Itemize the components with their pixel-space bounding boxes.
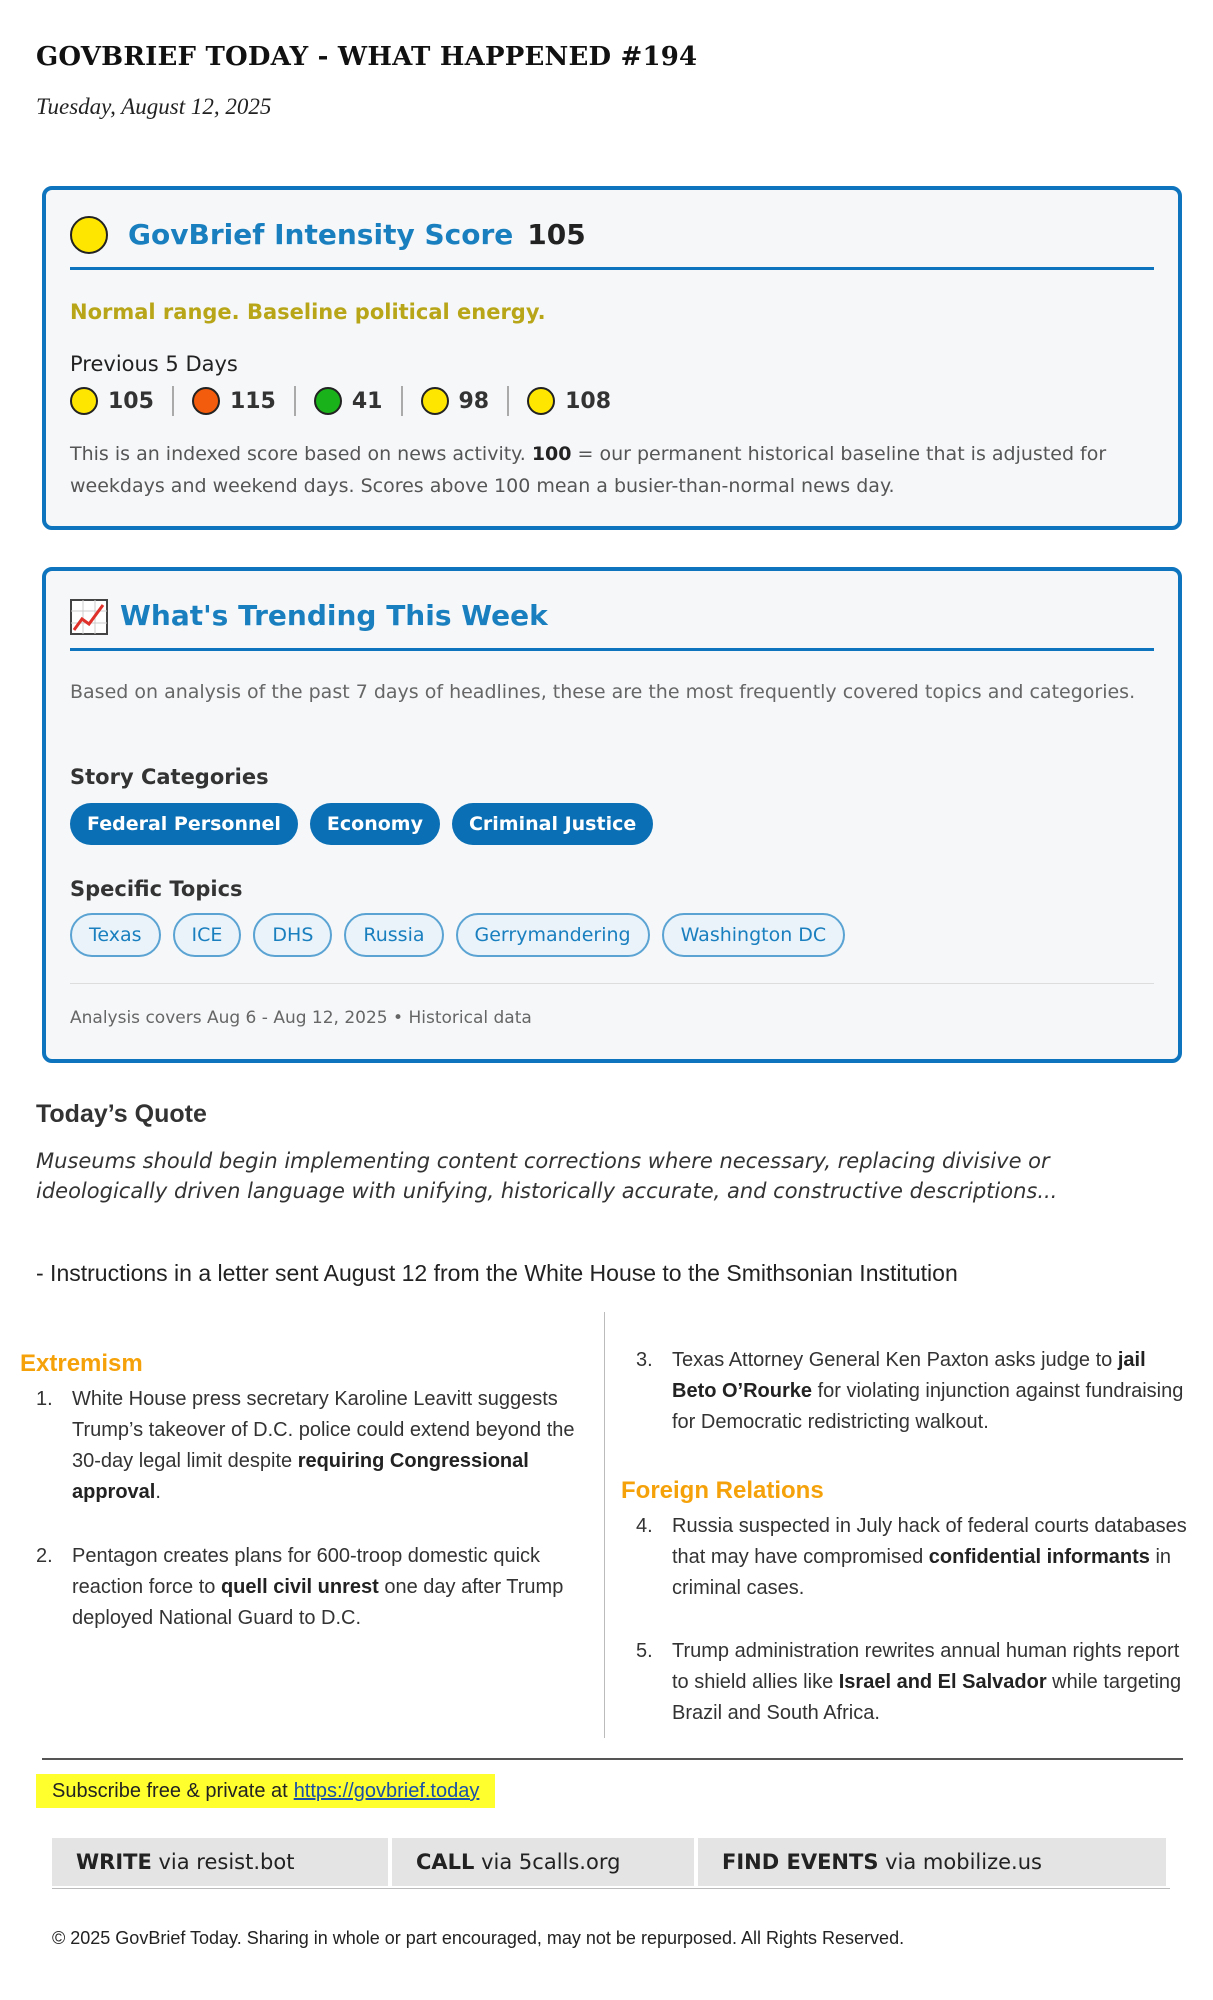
newsletter-date: Tuesday, August 12, 2025 [36, 94, 272, 119]
divider [70, 983, 1154, 984]
news-item-emphasis: requiring Congressional approval [72, 1450, 529, 1503]
news-item-text: White House press secretary Karoline Leavitt suggests Trump’s takeover of D.C. police could extend beyond the 30-day legal limit despite [72, 1388, 575, 1472]
intensity-score-value: 105 [527, 218, 586, 251]
news-item-number: 3. [636, 1349, 653, 1371]
news-item [636, 1511, 1192, 1604]
news-item-emphasis: Israel and El Salvador [838, 1671, 1047, 1693]
action-site: via mobilize.us [878, 1850, 1042, 1874]
action-bar [52, 1838, 1170, 1886]
news-item-text: for violating injunction against fundraising for Democratic redistricting walkout. [672, 1380, 1184, 1433]
topic-pill[interactable]: DHS [253, 913, 332, 957]
action-label: WRITE [76, 1850, 152, 1874]
category-pill[interactable]: Federal Personnel [70, 803, 298, 845]
previous-days-label: Previous 5 Days [70, 352, 238, 376]
news-item-emphasis: quell civil unrest [220, 1576, 379, 1598]
score-description-text: = our permanent historical baseline that is adjusted for weekdays and weekend days. Scores above 100 mean a busier-than-normal news day. [70, 443, 1107, 497]
specific-topics-label: Specific Topics [70, 877, 243, 901]
news-item [636, 1636, 1192, 1729]
action-site: via 5calls.org [474, 1850, 621, 1874]
intensity-score-card [42, 186, 1182, 530]
previous-day-score: 98 [458, 388, 490, 414]
intensity-score-title: GovBrief Intensity Score [128, 218, 514, 251]
section-heading-extremism: Extremism [20, 1350, 143, 1377]
previous-day-item [70, 387, 154, 415]
subscribe-link[interactable]: https://govbrief.today [293, 1780, 480, 1802]
news-item-emphasis: jail Beto O’Rourke [672, 1349, 1146, 1402]
score-level-circle-icon [70, 216, 108, 254]
previous-day-score: 41 [351, 388, 383, 414]
story-categories-label: Story Categories [70, 765, 269, 789]
subscribe-banner [36, 1774, 495, 1808]
previous-day-score: 105 [108, 388, 154, 414]
quote-heading: Today’s Quote [36, 1100, 207, 1128]
score-description-baseline: 100 [531, 443, 572, 465]
write-action-button[interactable] [52, 1838, 388, 1886]
news-item-number: 1. [36, 1388, 53, 1410]
previous-day-item [314, 387, 383, 415]
trending-footer: Analysis covers Aug 6 - Aug 12, 2025 • Historical data [70, 1008, 532, 1028]
trending-card [42, 567, 1182, 1063]
topic-pill[interactable]: Gerrymandering [456, 913, 650, 957]
divider [42, 1758, 1183, 1760]
trending-header [70, 599, 1154, 651]
action-label: CALL [416, 1850, 475, 1874]
score-level-circle-icon [70, 387, 98, 415]
quote-text: Museums should begin implementing content corrections where necessary, replacing divisive or ideologically driven language with unifying, historically accurate, and constructive descriptions... [36, 1149, 1058, 1203]
news-item-text: while targeting Brazil and South Africa. [672, 1671, 1182, 1724]
previous-days-row [70, 386, 611, 416]
call-action-button[interactable] [392, 1838, 694, 1886]
divider [172, 386, 174, 416]
previous-day-item [421, 387, 490, 415]
subscribe-text: Subscribe free & private at [52, 1780, 288, 1802]
trending-title: What's Trending This Week [120, 599, 548, 632]
news-item [636, 1345, 1192, 1438]
news-item-text: Pentagon creates plans for 600-troop domestic quick reaction force to [72, 1545, 541, 1598]
divider [401, 386, 403, 416]
action-site: via resist.bot [151, 1850, 295, 1874]
news-item [36, 1384, 592, 1508]
trending-description: Based on analysis of the past 7 days of headlines, these are the most frequently covered topics and categories. [70, 681, 1136, 703]
story-categories-list [70, 803, 653, 845]
topic-pill[interactable]: Russia [344, 913, 443, 957]
news-item-text: Russia suspected in July hack of federal courts databases that may have compromised [672, 1515, 1187, 1568]
score-level-circle-icon [314, 387, 342, 415]
quote-attribution: - Instructions in a letter sent August 12 from the White House to the Smithsonian Institution [36, 1260, 958, 1286]
news-item-number: 2. [36, 1545, 53, 1567]
news-item-text: in criminal cases. [672, 1546, 1172, 1599]
news-item [36, 1541, 592, 1634]
intensity-score-header [70, 218, 1154, 270]
topic-pill[interactable]: ICE [173, 913, 242, 957]
divider [507, 386, 509, 416]
action-label: FIND EVENTS [722, 1850, 879, 1874]
news-item-text: one day after Trump deployed National Guard to D.C. [72, 1576, 564, 1629]
topic-pill[interactable]: Washington DC [662, 913, 846, 957]
news-item-number: 4. [636, 1515, 653, 1537]
find-events-action-button[interactable] [698, 1838, 1166, 1886]
previous-day-item [192, 387, 276, 415]
copyright-text: © 2025 GovBrief Today. Sharing in whole or part encouraged, may not be repurposed. All Rights Reserved. [52, 1928, 905, 1948]
score-description-text: This is an indexed score based on news activity. [70, 443, 532, 465]
score-level-circle-icon [192, 387, 220, 415]
score-level-circle-icon [527, 387, 555, 415]
divider [294, 386, 296, 416]
topic-pill[interactable]: Texas [70, 913, 161, 957]
score-range-text: Normal range. Baseline political energy. [70, 300, 546, 324]
news-item-text: Trump administration rewrites annual human rights report to shield allies like [672, 1640, 1180, 1693]
previous-day-item [527, 387, 611, 415]
specific-topics-list [70, 913, 845, 957]
category-pill[interactable]: Criminal Justice [452, 803, 653, 845]
score-description [70, 438, 1148, 502]
news-item-emphasis: confidential informants [928, 1546, 1150, 1568]
divider [52, 1888, 1170, 1889]
previous-day-score: 115 [229, 388, 276, 414]
news-item-text: . [155, 1481, 161, 1503]
section-heading-foreign-relations: Foreign Relations [621, 1477, 824, 1504]
chart-increasing-icon [70, 599, 108, 635]
score-level-circle-icon [421, 387, 449, 415]
previous-day-score: 108 [565, 388, 612, 414]
category-pill[interactable]: Economy [310, 803, 440, 845]
column-divider [604, 1312, 605, 1738]
newsletter-title: GOVBRIEF TODAY - WHAT HAPPENED #194 [36, 42, 698, 72]
news-item-number: 5. [636, 1640, 653, 1662]
news-item-text: Texas Attorney General Ken Paxton asks judge to [672, 1349, 1118, 1371]
